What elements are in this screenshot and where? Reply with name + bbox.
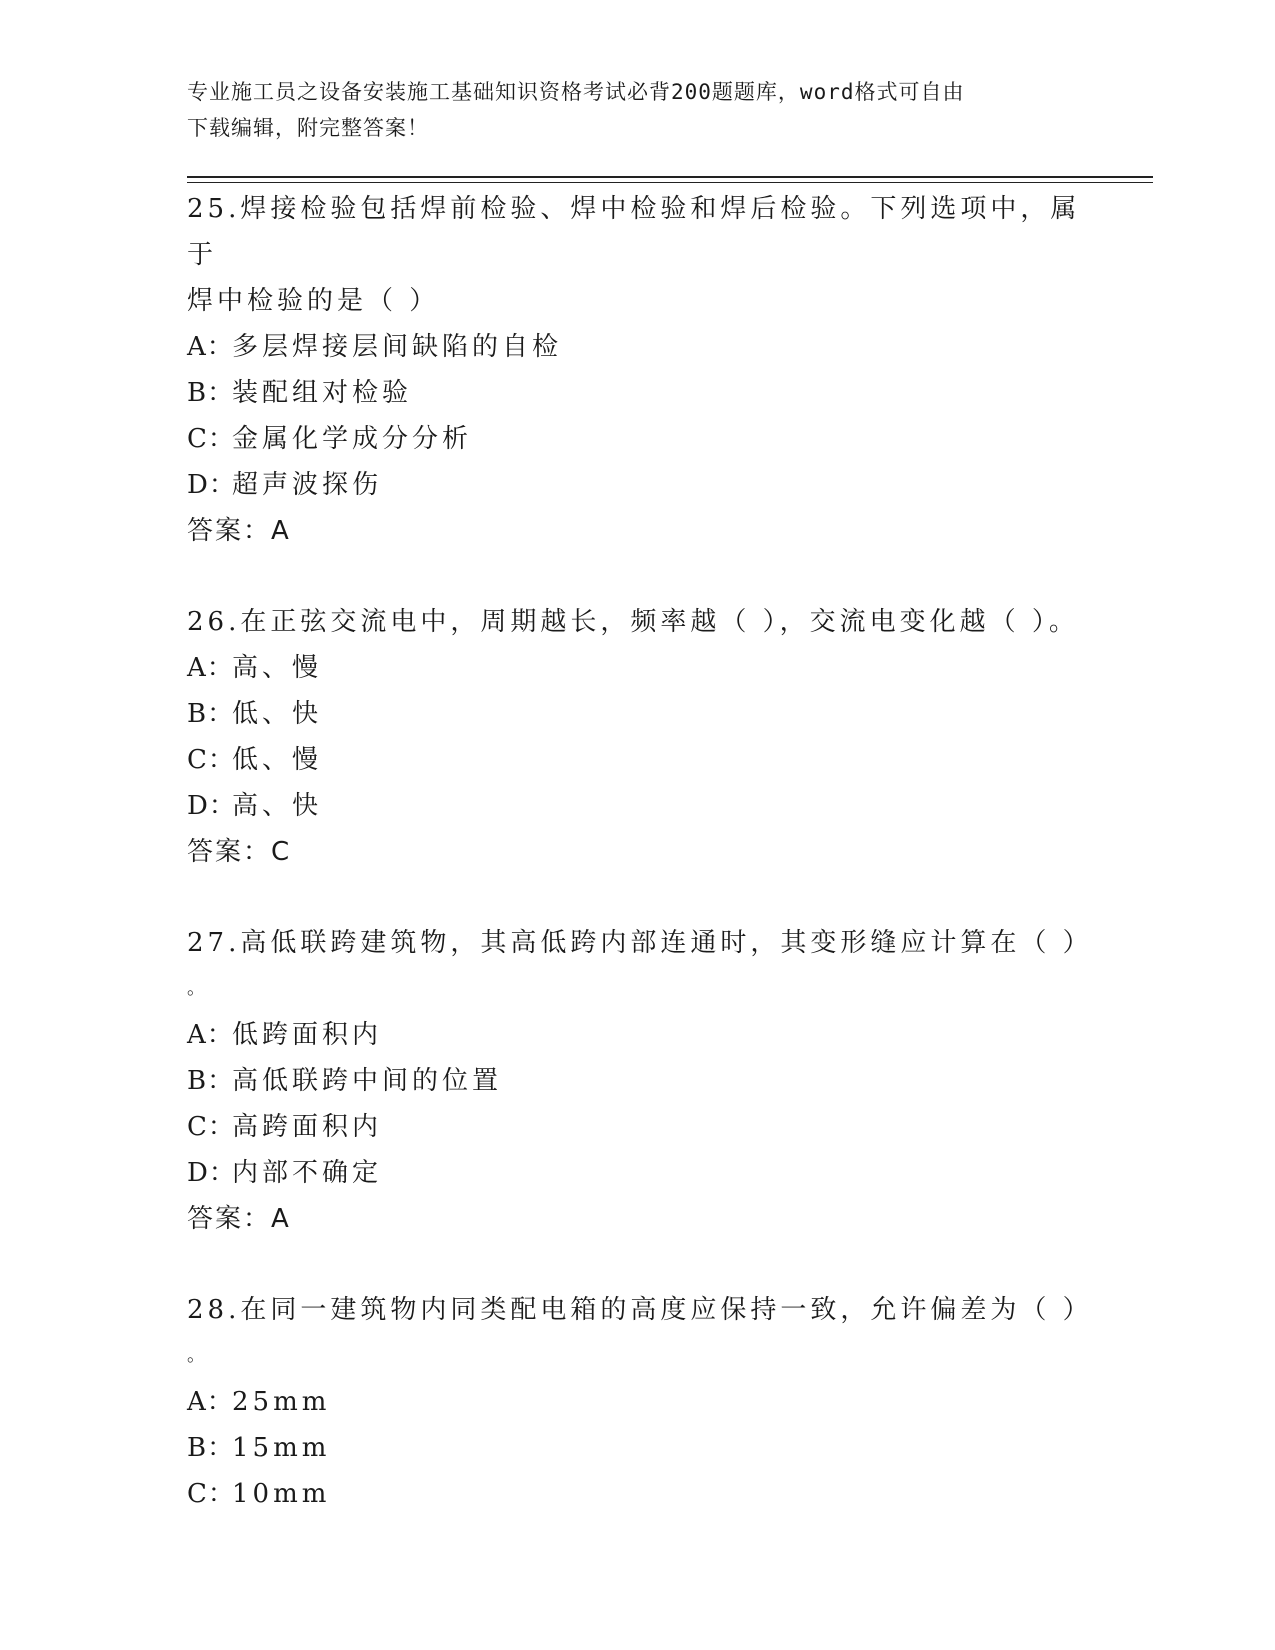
- question-stem-continued: 。: [187, 1345, 209, 1366]
- option-c: [187, 1104, 1107, 1150]
- option-text: 多层焊接层间缺陷的自检: [232, 332, 563, 362]
- answer-line: 答案：A: [187, 1204, 291, 1234]
- header-line-1: 专业施工员之设备安装施工基础知识资格考试必背200题题库，word格式可自由: [187, 80, 965, 104]
- question-stem-continued: 焊中检验的是（ ）: [187, 286, 440, 316]
- question-stem: 26.在正弦交流电中，周期越长，频率越（ ），交流电变化越（ ）。: [187, 607, 1079, 637]
- option-c: [187, 1471, 1107, 1517]
- option-letter: C：: [187, 1112, 235, 1142]
- option-text: 低跨面积内: [232, 1020, 383, 1050]
- option-b: [187, 370, 1107, 416]
- question-28: [187, 1287, 1107, 1517]
- option-text: 金属化学成分分析: [232, 424, 473, 454]
- option-text: 内部不确定: [232, 1158, 383, 1188]
- option-b: [187, 1425, 1107, 1471]
- option-text: 低、快: [232, 699, 323, 729]
- question-list: [187, 186, 1107, 1562]
- header-divider-thick: [187, 176, 1153, 178]
- option-text: 低、慢: [232, 745, 323, 775]
- option-c: [187, 737, 1107, 783]
- question-26: [187, 599, 1107, 875]
- header-divider-thin: [187, 182, 1153, 183]
- option-text: 15mm: [232, 1433, 331, 1463]
- question-stem: 28.在同一建筑物内同类配电箱的高度应保持一致，允许偏差为（ ）: [187, 1295, 1093, 1325]
- option-d: [187, 462, 1107, 508]
- option-letter: A：: [187, 1020, 234, 1050]
- option-b: [187, 1058, 1107, 1104]
- option-d: [187, 783, 1107, 829]
- question-27: [187, 920, 1107, 1242]
- question-stem: 27.高低联跨建筑物，其高低跨内部连通时，其变形缝应计算在（ ）: [187, 928, 1093, 958]
- option-a: [187, 1379, 1107, 1425]
- option-letter: C：: [187, 745, 235, 775]
- option-text: 超声波探伤: [232, 470, 383, 500]
- option-letter: D：: [187, 791, 236, 821]
- answer-line: 答案：A: [187, 516, 291, 546]
- option-text: 高、慢: [232, 653, 323, 683]
- question-25: [187, 186, 1107, 554]
- option-letter: A：: [187, 1387, 234, 1417]
- option-letter: B：: [187, 1433, 235, 1463]
- question-stem: 25.焊接检验包括焊前检验、焊中检验和焊后检验。下列选项中，属于: [187, 194, 1081, 270]
- option-d: [187, 1150, 1107, 1196]
- option-text: 25mm: [232, 1387, 331, 1417]
- option-c: [187, 416, 1107, 462]
- option-b: [187, 691, 1107, 737]
- option-a: [187, 324, 1107, 370]
- option-text: 高低联跨中间的位置: [232, 1066, 503, 1096]
- option-text: 装配组对检验: [232, 378, 413, 408]
- option-text: 高、快: [232, 791, 323, 821]
- option-text: 高跨面积内: [232, 1112, 383, 1142]
- option-a: [187, 645, 1107, 691]
- option-letter: A：: [187, 653, 234, 683]
- option-letter: B：: [187, 378, 235, 408]
- option-text: 10mm: [232, 1479, 331, 1509]
- option-letter: D：: [187, 1158, 236, 1188]
- header-line-2: 下载编辑，附完整答案！: [187, 116, 429, 140]
- question-stem-continued: 。: [187, 978, 209, 999]
- option-letter: C：: [187, 424, 235, 454]
- option-letter: B：: [187, 1066, 235, 1096]
- option-letter: D：: [187, 470, 236, 500]
- answer-line: 答案：C: [187, 837, 292, 867]
- option-letter: A：: [187, 332, 234, 362]
- document-header: [187, 74, 1067, 146]
- option-a: [187, 1012, 1107, 1058]
- option-letter: B：: [187, 699, 235, 729]
- option-letter: C：: [187, 1479, 235, 1509]
